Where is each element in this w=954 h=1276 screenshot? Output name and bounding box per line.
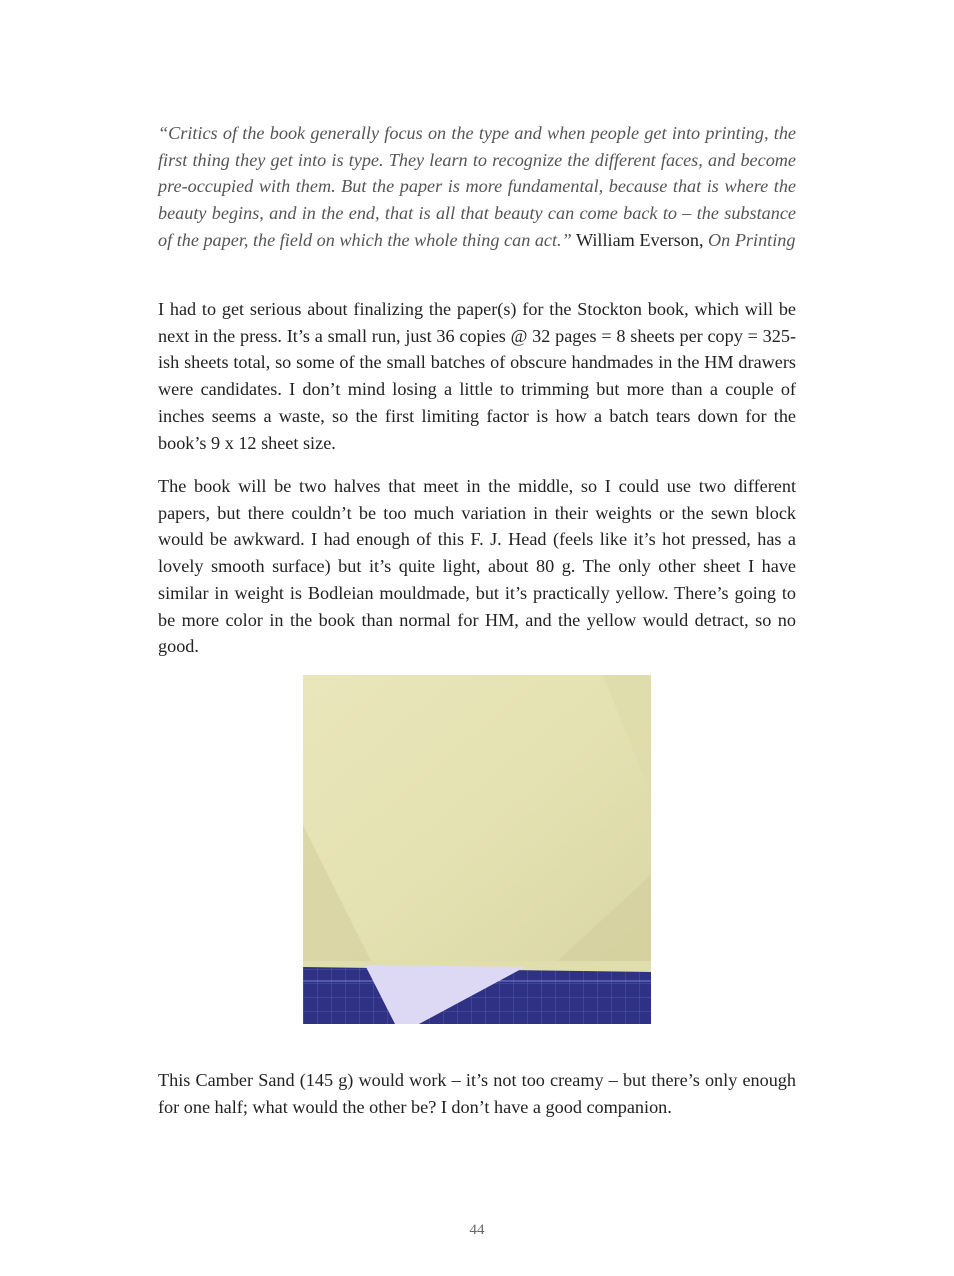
- paper-sample-photo: [303, 675, 651, 1024]
- paragraph-two-halves: The book will be two halves that meet in the middle, so I could use two different papers, but there couldn’t be too much variation in their weights or the sewn block would be awkward. I had enough of this F. J. Head (feels like it’s hot pressed, has a lovely smooth surface) but it’s quite light, about 80 g. The only other sheet I have similar in weight is Bodleian mouldmade, but it’s practically yellow. There’s going to be more color in the book than normal for HM, and the yellow would detract, so no good.: [158, 476, 796, 657]
- paragraph-paper-selection: I had to get serious about finalizing the paper(s) for the Stockton book, which will be next in the press. It’s a small run, just 36 copies @ 32 pages = 8 sheets per copy = 325-ish sheets total, so some of the small batches of obscure handmades in the HM drawers were candidates. I don’t mind losing a little to trimming but more than a couple of inches seems a waste, so the first limiting factor is how a batch tears down for the book’s 9 x 12 sheet size.: [158, 299, 796, 453]
- quote-work-title: On Printing: [708, 229, 796, 250]
- paper-sheet: [303, 675, 651, 965]
- quote-author: William Everson,: [575, 229, 704, 250]
- epigraph-quote: [158, 120, 796, 254]
- quote-text: “Critics of the book generally focus on the type and when people get into printing, the first thing they get into is type. They learn to recognize the different faces, and become pre-occupied with them. But the paper is more fundamental, because that is where the beauty begins, and in the end, that is all that beauty can come back to – the substance of the paper, the field on which the whole thing can act.”: [158, 123, 796, 250]
- page-number: 44: [469, 1222, 485, 1238]
- paragraph-camber-sand: This Camber Sand (145 g) would work – it’s not too creamy – but there’s only enough for one half; what would the other be? I don’t have a good companion.: [158, 1070, 796, 1117]
